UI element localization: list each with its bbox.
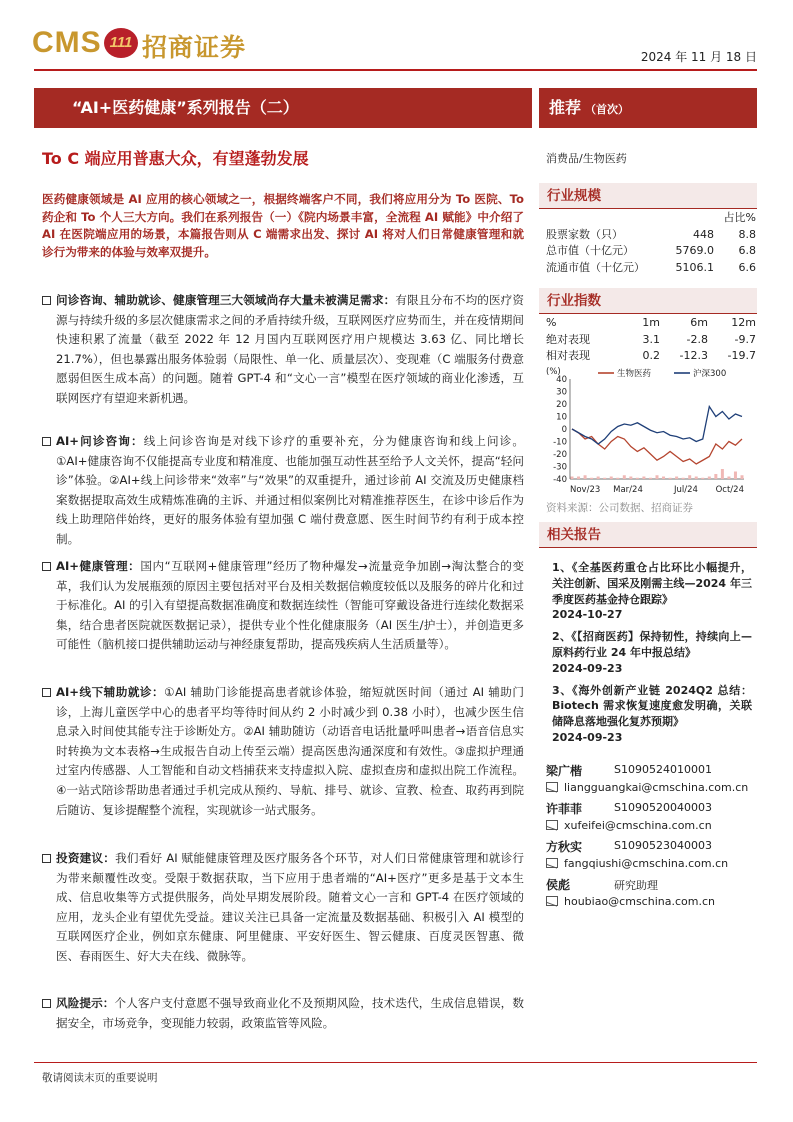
related-report-item[interactable]: 2、《【招商医药】保持韧性，持续向上—原料药行业 24 年中报总结》 2024-09-23 <box>552 630 752 675</box>
bullet-text: 个人客户支付意愿不强导致商业化不及预期风险，技术迭代，生成信息错误，数据安全，市场竞争，变现能力较弱，政策监管等风险。 <box>56 996 524 1030</box>
analyst-entry <box>546 838 756 876</box>
analyst-cert: S1090523040003 <box>614 839 712 852</box>
y-tick-label: 20 <box>556 400 567 410</box>
report-subtitle: To C 端应用普惠大众，有望蓬勃发展 <box>42 149 309 168</box>
header-divider <box>34 69 757 71</box>
bullet-lead: 问诊咨询、辅助就诊、健康管理三大领域尚存大量未被满足需求： <box>56 293 396 307</box>
y-tick-label: 10 <box>556 412 567 423</box>
analyst-email[interactable]: houbiao@cmschina.com.cn <box>564 895 715 908</box>
analyst-entry <box>546 762 756 800</box>
table-row: 总市值（十亿元） 5769.0 6.8 <box>546 244 756 257</box>
footer-divider <box>34 1062 757 1063</box>
x-tick-label: Oct/24 <box>715 485 744 495</box>
y-tick-label: -40 <box>553 475 567 485</box>
bullet-square-icon <box>42 437 51 446</box>
table-row: 股票家数（只） 448 8.8 <box>546 227 756 241</box>
bullet-square-icon <box>42 688 51 697</box>
analyst-email[interactable]: xufeifei@cmschina.com.cn <box>564 819 712 832</box>
y-tick-label: -20 <box>553 450 567 460</box>
bullet-ai-offline <box>42 683 524 820</box>
series-line-1 <box>572 407 742 445</box>
bullet-square-icon <box>42 999 51 1008</box>
industry-scale-heading: 行业规模 <box>539 183 757 209</box>
related-reports-heading: 相关报告 <box>539 522 757 548</box>
rating-label: 推荐 <box>549 98 582 117</box>
bullet-lead: AI+健康管理： <box>56 559 141 573</box>
bullet-lead: 风险提示： <box>56 996 115 1010</box>
bullet-lead: AI+线下辅助就诊： <box>56 685 165 699</box>
analyst-entry <box>546 800 756 838</box>
industry-index-heading: 行业指数 <box>539 288 757 314</box>
bullet-text: 国内“互联网+健康管理”经历了物种爆发→流量竞争加剧→淘汰整合的变革，我们认为发展瓶颈的原因主要包括对平台及相关数据信赖度较低以及服务的碎片化和过于标准化。AI 的引入有望提高数据准确度和数据连续性（智能可穿戴设备进行连续化数据采集，结合患者医院就医数据记录），提供专业个性化健康服务（AI 医生/护士），并创造更多可能性（脑机接口提供辅助运动与神经康复帮助，提高残疾病人生活质量等）。 <box>56 559 524 652</box>
index-chart <box>546 365 758 495</box>
y-tick-label: 30 <box>556 387 567 398</box>
table-row: 流通市值（十亿元） 5106.1 6.6 <box>546 260 756 274</box>
mail-icon <box>546 782 558 792</box>
x-tick-label: Jul/24 <box>674 485 698 495</box>
mail-icon <box>546 858 558 868</box>
brand-logo-cms: CMS <box>32 26 102 59</box>
bullet-square-icon <box>42 562 51 571</box>
pct-header: 占比% <box>723 211 756 224</box>
analyst-email[interactable]: liangguangkai@cmschina.com.cn <box>564 781 749 794</box>
bullet-text: 有限且分布不均的医疗资源与持续升级的多层次健康需求之间的矛盾持续升级，互联网医疗应势而生，并在疫情期间快速积累了流量（截至 2022 年 12 月国内互联网医疗用户规模达 3.63 亿、同比增长 21.7%），但也暴露出服务体验弱（局限性、单一化、质量层次）、变现难（C 端服务付费意愿弱但医生成本高）的问题。随着 GPT-4 和“文心一言”模型在医疗领域的商业化渗透，互联网医疗有望迎来新机遇。 <box>56 293 524 405</box>
bullet-text: 我们看好 AI 赋能健康管理及医疗服务各个环节，对人们日常健康管理和就诊行为带来颠覆性改变。受限于数据获取，当下应用于患者端的“AI+医疗”更多是基于文本生成、信息收集等方式提供服务，尚处早期发展阶段。随着文心一言和 GPT-4 在医疗领域的应用，龙头企业有望优先受益。建议关注已具备一定流量及数据基础、积极引入 AI 模型的互联网医疗企业，例如京东健康、阿里健康、平安好医生、智云健康、百度灵医智惠、微医、春雨医生、好大夫在线、微脉等。 <box>56 851 524 963</box>
bullet-text: ①AI 辅助门诊能提高患者就诊体验，缩短就医时间（通过 AI 辅助门诊，上海儿童医学中心的患者平均等待时间从约 2 小时减少到 0.38 小时），也减少医生信息录入时间使其能专注于诊断处方。②AI 辅助随访（动语音电话批量呼叫患者→语音信息实时转换为文本表格→生成报告自动上传至云端）提高医患沟通深度和有效性。③虚拟护理通过室内传感器、人工智能和自动文档捕获来支持虚拟入院、虚拟查房和虚拟出院工作流程。④一站式陪诊帮助患者通过手机完成从预约、导航、排号、就诊、宣教、检查、取药再到院后随访、复诊提醒整个流程，实现就诊一站式服务。 <box>56 685 524 817</box>
y-axis-label: (%) <box>546 367 561 377</box>
report-date: 2024 年 11 月 18 日 <box>640 50 757 64</box>
mail-icon <box>546 820 558 830</box>
bullet-investment <box>42 849 524 967</box>
analyst-name: 侯彪 <box>546 878 571 892</box>
analyst-list <box>546 762 756 914</box>
analyst-cert: 研究助理 <box>614 879 658 892</box>
y-tick-label: -30 <box>553 462 567 473</box>
series-title-bar: “AI+医药健康”系列报告（二） <box>34 88 532 128</box>
related-reports-list <box>552 560 752 752</box>
bullet-square-icon <box>42 296 51 305</box>
bullet-lead: 投资建议： <box>56 851 116 865</box>
sector-label: 消费品/生物医药 <box>546 152 627 165</box>
bullet-demand <box>42 291 524 409</box>
mail-icon <box>546 896 558 906</box>
series-line-0 <box>572 429 742 464</box>
bullet-ai-health <box>42 557 524 655</box>
analyst-name: 梁广楷 <box>546 764 583 778</box>
table-row: 相对表现 0.2 -12.3 -19.7 <box>546 349 756 362</box>
table-row: 绝对表现 3.1 -2.8 -9.7 <box>546 332 756 346</box>
analyst-name: 方秋实 <box>546 840 583 854</box>
industry-index-table: % 1m 6m 12m 绝对表现 3.1 -2.8 -9.7 相对表现 0.2 -12.3 -19.7 <box>546 315 756 365</box>
y-tick-label: 40 <box>556 375 567 385</box>
x-tick-label: Nov/23 <box>570 485 601 495</box>
analyst-name: 许菲菲 <box>546 802 583 816</box>
bullet-lead: AI+问诊咨询： <box>56 434 144 448</box>
y-tick-label: 0 <box>561 425 567 435</box>
legend-label: 生物医药 <box>617 369 652 379</box>
analyst-entry <box>546 876 756 914</box>
rating-bar <box>539 88 757 128</box>
footer-note: 敬请阅读末页的重要说明 <box>42 1072 158 1084</box>
y-tick-label: -10 <box>553 437 567 448</box>
analyst-cert: S1090524010001 <box>614 763 712 776</box>
bullet-text: 线上问诊咨询是对线下诊疗的重要补充，分为健康咨询和线上问诊。①AI+健康咨询不仅能提高专业度和精准度、也能加强互动性甚至给予人文关怀，提高“轻问诊”体验。②AI+线上问诊带来“效率”与“效果”的双重提升，通过诊前 AI 交流及历史健康档案数据提取高效生成精炼准确的主诉、并通过相似案例比对精准推荐医生，在诊中诊后作为线上助理陪伴始终，更好的服务体验有望加强 C 端付费意愿、医生时间节约有利于成本控制。 <box>56 434 524 546</box>
related-report-item[interactable]: 3、《海外创新产业链 2024Q2 总结：Biotech 需求恢复速度愈发明确，关联储降息落地强化复苏预期》 2024-09-23 <box>552 683 752 744</box>
analyst-cert: S1090520040003 <box>614 801 712 814</box>
chart-source: 资料来源：公司数据、招商证券 <box>546 502 693 514</box>
bullet-ai-consult <box>42 432 524 550</box>
analyst-email[interactable]: fangqiushi@cmschina.com.cn <box>564 857 729 870</box>
index-chart-svg <box>546 365 758 495</box>
brand-logo-badge: 111 <box>104 28 138 58</box>
industry-scale-table <box>546 210 756 276</box>
legend-label: 沪深300 <box>693 369 727 379</box>
related-report-item[interactable]: 1、《全基医药重仓占比环比小幅提升，关注创新、国采及刚需主线—2024 年三季度医药基金持仓跟踪》 2024-10-27 <box>552 561 752 622</box>
bullet-risk <box>42 994 524 1033</box>
x-tick-label: Mar/24 <box>613 485 643 495</box>
brand-logo-chinese: 招商证券 <box>142 33 247 62</box>
rating-note: （首次） <box>585 103 630 116</box>
bullet-square-icon <box>42 854 51 863</box>
summary-paragraph: 医药健康领域是 AI 应用的核心领域之一，根据终端客户不同，我们将应用分为 To 医院、To 药企和 To 个人三大方向。我们在系列报告（一）《院内场景丰富，全流程 AI 赋能》中介绍了 AI 在医院端应用的场景，本篇报告则从 C 端需求出发、探讨 AI 将对人们日常健康管理和就诊行为带来的体验与效率双提升。 <box>42 192 524 259</box>
